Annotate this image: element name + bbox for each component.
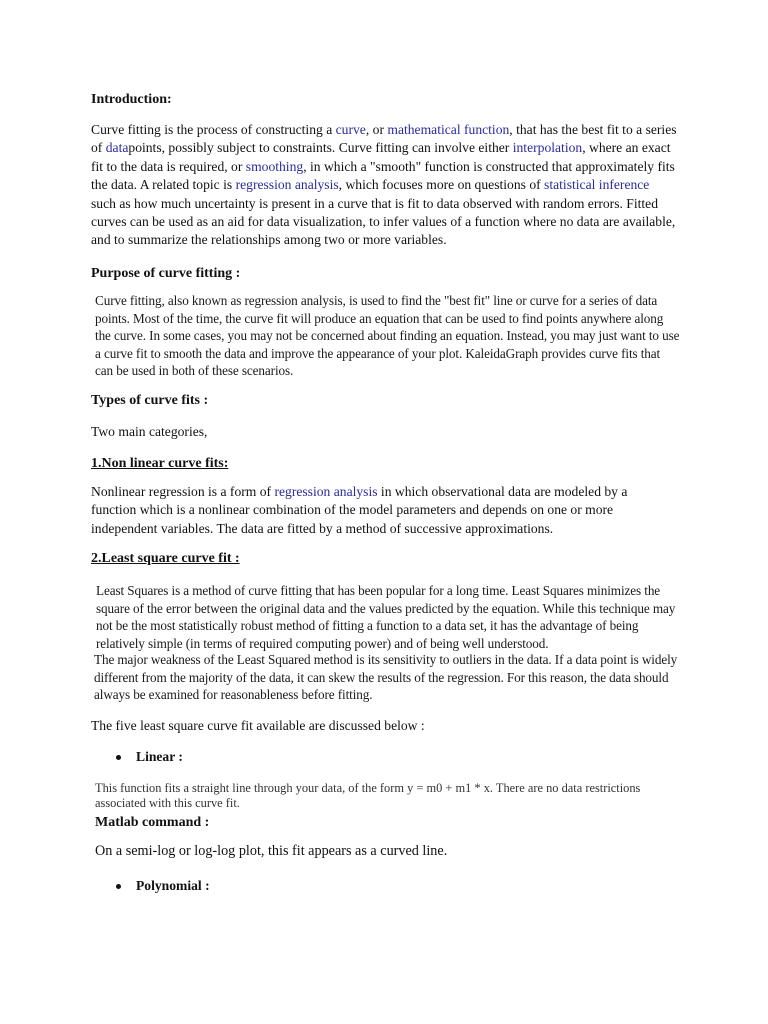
- least-square-text-1: Least Squares is a method of curve fitting that has been popular for a long time. Least Squares minimizes the square of the error between the original data and the values predicted by the equation. While this technique may not be the most statistically robust method of fitting a function to a data set, it has the advantage of being relatively simple (in terms of required computing power) and of being well understood.: [96, 583, 676, 651]
- linear-text: This function fits a straight line through your data, of the form y = m0 + m1 * x. There are no data restrictions associated with this curve fit.: [95, 781, 641, 810]
- purpose-heading: Purpose of curve fitting :: [91, 266, 241, 281]
- least-square-text-2: The major weakness of the Least Squared method is its sensitivity to outliers in the data. If a data point is widely different from the majority of the data, it can skew the results of the regression. For this reason, the data should always be examined for reasonableness before fitting.: [94, 652, 678, 702]
- bullet-dot-polynomial: [116, 884, 121, 889]
- matlab-command-heading: Matlab command :: [95, 815, 210, 830]
- types-text: Two main categories,: [91, 424, 208, 439]
- intro-heading: Introduction:: [91, 92, 172, 107]
- purpose-text: Curve fitting, also known as regression analysis, is used to find the "best fit" line or curve for a series of data points. Most of the time, the curve fit will produce an equation that can be used to find points anywhere along the curve. In some cases, you may not be concerned about finding an equation. Instead, you may just want to use a curve fit to smooth the data and improve the appearance of your plot. KaleidaGraph provides curve fits that can be used in both of these scenarios.: [95, 293, 680, 378]
- polynomial-label: Polynomial :: [136, 878, 210, 893]
- link-statistical-inference[interactable]: statistical inference: [544, 177, 650, 193]
- link-regression-analysis-2[interactable]: regression analysis: [274, 484, 378, 499]
- link-mathematical-function[interactable]: mathematical function: [387, 122, 510, 137]
- linear-label: Linear :: [136, 749, 183, 764]
- least-square-heading: 2.Least square curve fit :: [91, 551, 240, 566]
- link-data[interactable]: data: [105, 140, 129, 156]
- nonlinear-heading: 1.Non linear curve fits:: [91, 456, 229, 471]
- link-curve[interactable]: curve: [335, 122, 366, 137]
- semilog-text: On a semi-log or log-log plot, this fit appears as a curved line.: [95, 843, 448, 859]
- nonlinear-paragraph: Nonlinear regression is a form of regression analysis in which observational data are modeled by a function which is a nonlinear combination of the model parameters and depends on one or more independent variables. The data are fitted by a method of successive approximations.: [91, 484, 628, 536]
- link-regression-analysis[interactable]: regression analysis: [235, 177, 339, 193]
- intro-paragraph: Curve fitting is the process of constructing a curve, or mathematical function, that has the best fit to a series of datapoints, possibly subject to constraints. Curve fitting can involve either interpolation, where an exact fit to the data is required, or smoothing, in which a "smooth" function is constructed that approximately fits the data. A related topic is regression analysis, which focuses more on questions of statistical inference such as how much uncertainty is present in a curve that is fit to data observed with random errors. Fitted curves can be used as an aid for data visualization, to infer values of a function where no data are available, and to summarize the relationships among two or more variables.: [91, 122, 677, 248]
- bullet-dot-linear: [116, 755, 121, 760]
- link-smoothing[interactable]: smoothing: [245, 158, 304, 174]
- link-interpolation[interactable]: interpolation: [512, 140, 583, 156]
- least-square-list-intro: The five least square curve fit available are discussed below :: [91, 718, 425, 733]
- types-heading: Types of curve fits :: [91, 393, 209, 408]
